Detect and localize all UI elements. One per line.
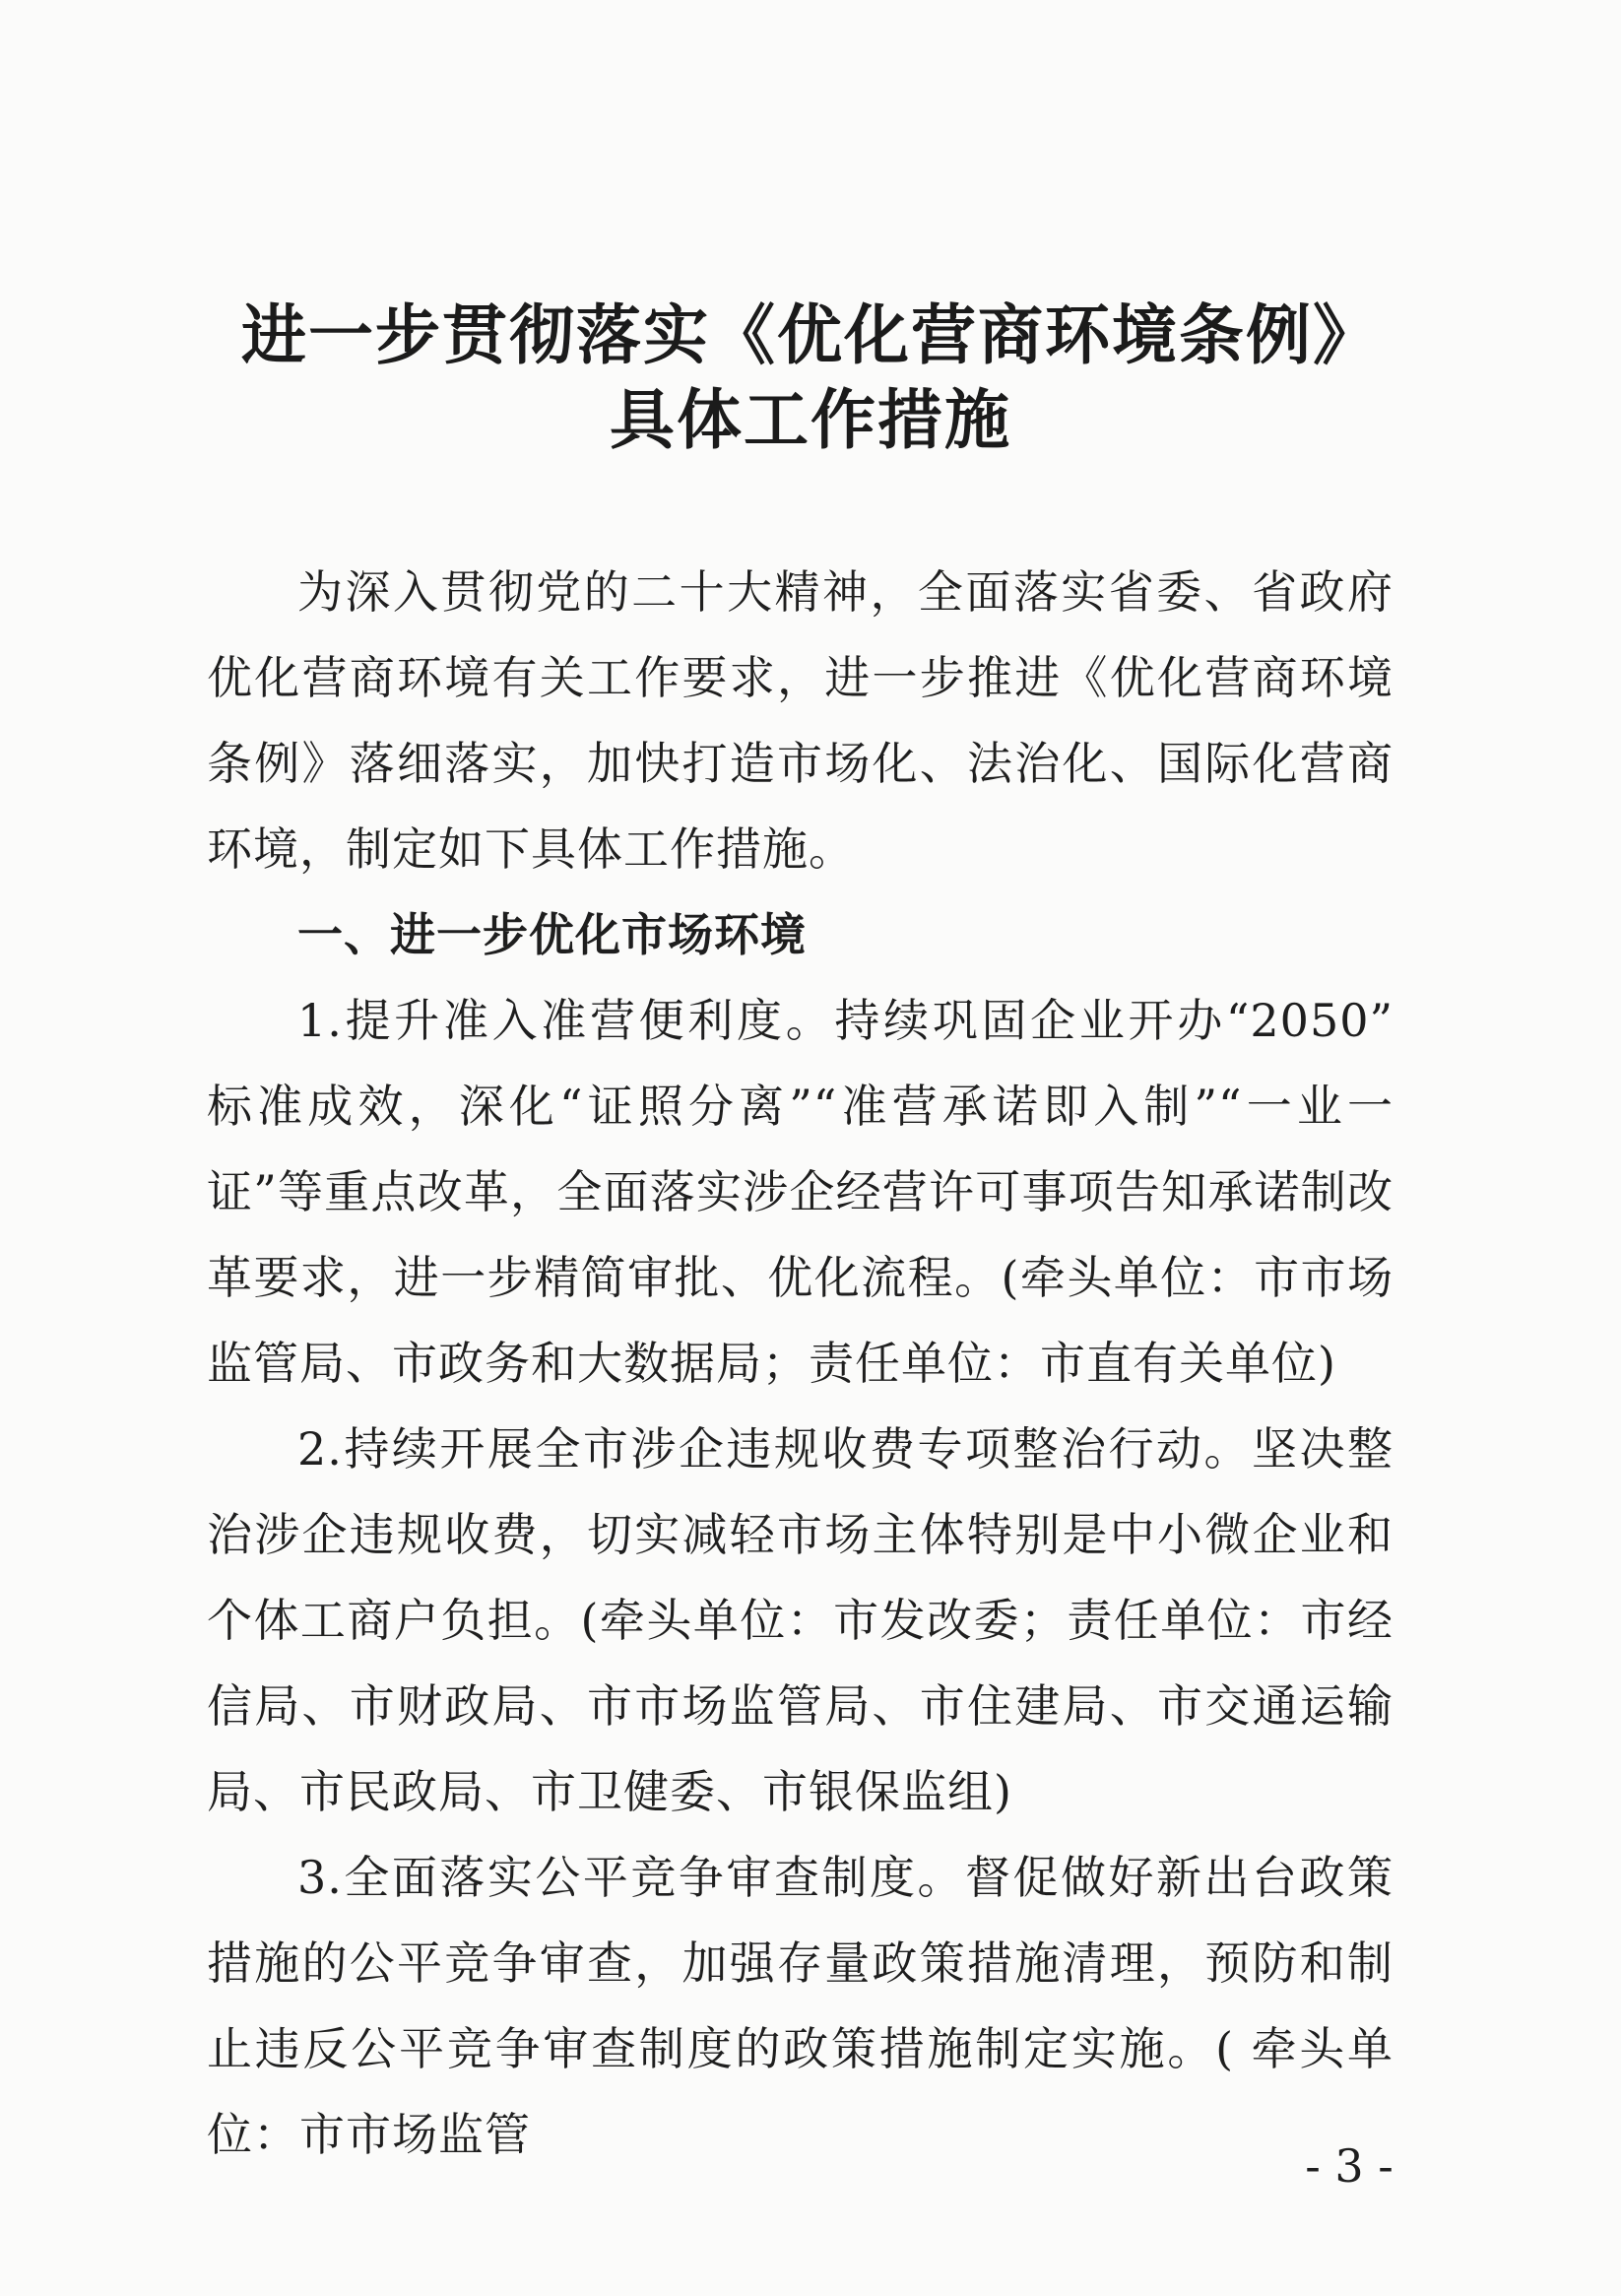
item-paragraph-2: 2.持续开展全市涉企违规收费专项整治行动。坚决整治涉企违规收费，切实减轻市场主体特别是中小微企业和个体工商户负担。(牵头单位：市发改委；责任单位：市经信局、市财政局、市市场监管局、市住建局、市交通运输局、市民政局、市卫健委、市银保监组) bbox=[207, 1422, 1394, 1818]
intro-paragraph: 为深入贯彻党的二十大精神，全面落实省委、省政府优化营商环境有关工作要求，进一步推进《优化营商环境条例》落细落实，加快打造市场化、法治化、国际化营商环境，制定如下具体工作措施。 bbox=[207, 565, 1394, 876]
document-title-line1: 进一步贯彻落实《优化营商环境条例》 bbox=[241, 296, 1380, 373]
section-heading: 一、进一步优化市场环境 bbox=[297, 908, 807, 961]
document-body bbox=[207, 550, 1394, 2178]
item-paragraph-3: 3.全面落实公平竞争审查制度。督促做好新出台政策措施的公平竞争审查，加强存量政策措施清理，预防和制止违反公平竞争审查制度的政策措施制定实施。( 牵头单位：市市场监管 bbox=[207, 1851, 1394, 2161]
page-number: - 3 - bbox=[1305, 2139, 1394, 2193]
item-paragraph-1: 1.提升准入准营便利度。持续巩固企业开办“2050” 标准成效，深化“证照分离”“准营承诺即入制”“一业一证”等重点改革，全面落实涉企经营许可事项告知承诺制改革要求，进一步精简审批、优化流程。(牵头单位：市市场监管局、市政务和大数据局；责任单位：市直有关单位) bbox=[207, 994, 1394, 1390]
document-title-line2: 具体工作措施 bbox=[610, 381, 1011, 458]
